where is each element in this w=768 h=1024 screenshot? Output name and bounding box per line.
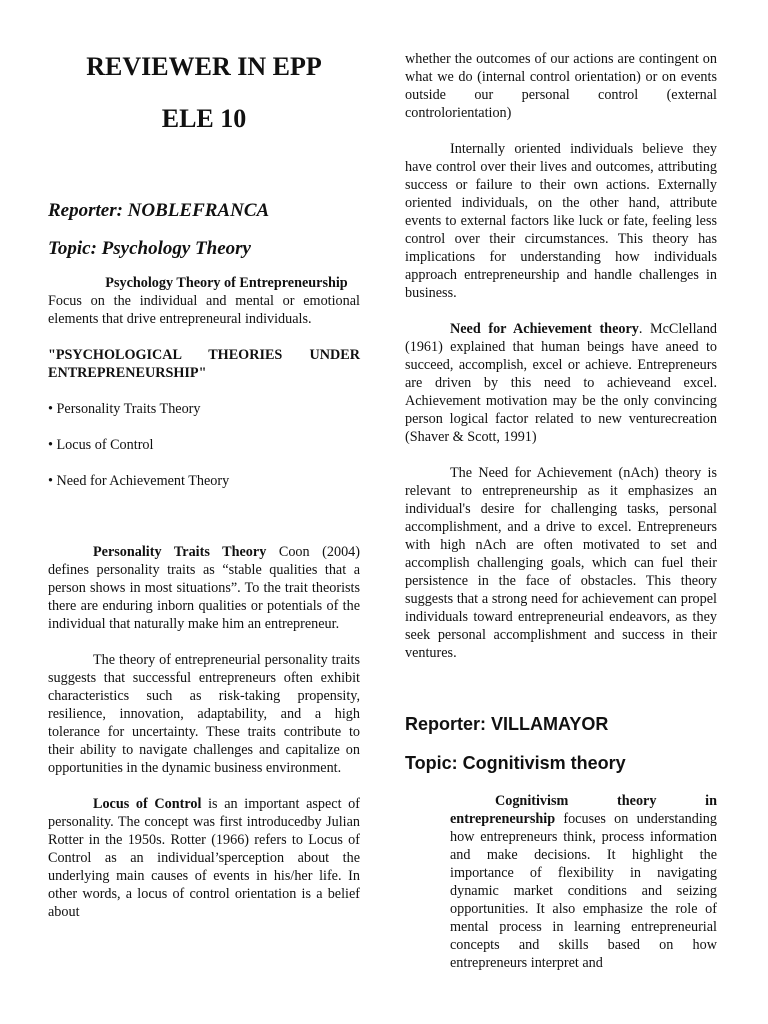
paragraph-locus-of-control: Locus of Control is an important aspect of personality. The concept was first introducedby Julian Rotter in the 1950s. Rotter (1966) refers to Locus of Control as an individual’sperception about the underlying main causes of events in his/her life. In other words, a locus of control orientation is a belief about: [48, 796, 360, 920]
topic-psychology: Topic: Psychology Theory: [48, 238, 251, 259]
paragraph-need-for-achievement: Need for Achievement theory. McClelland (1961) explained that human beings have aneed to succeed, accomplish, excel or achieve. Entrepreneurs are driven by this need to achieveand excel. Achievement motivation may be the only convincing person logical factor related to new venturecreation (Shaver & Scott, 1991): [405, 321, 718, 445]
left-column: [48, 50, 360, 921]
paragraph-locus-continued: whether the outcomes of our actions are contingent on what we do (internal control orientation) or on events outside our personal control (external controlorientation): [405, 51, 717, 121]
paragraph-internal-external: Internally oriented individuals believe they have control over their lives and outcomes, attributing success or failure to their own actions. Externally oriented individuals, on the other hand, attribute events to external factors like luck or fate, feeling less control over their circumstances. This theory has implications for understanding how individuals approach entrepreneurship and handle challenges in business.: [405, 141, 717, 301]
paragraph-nach: The Need for Achievement (nAch) theory is relevant to entrepreneurship as it emphasizes an individual's desire for challenging tasks, personal accomplishment, and a drive to excel. Entrepreneurs with high nAch are often motivated to set and accomplish challenging goals, which can fuel their persistence in the face of obstacles. This theory suggests that a strong need for achievement can propel individuals toward entrepreneurial endeavors, as they seek personal accomplishment and success in their ventures.: [405, 465, 717, 661]
section-heading: "PSYCHOLOGICAL THEORIES UNDER ENTREPRENEURSHIP": [48, 347, 360, 381]
reporter-villamayor: Reporter: VILLAMAYOR: [405, 714, 609, 734]
right-column: [405, 50, 717, 972]
bullet-locus-of-control: • Locus of Control: [48, 437, 154, 453]
paragraph-personality-traits: Personality Traits Theory Coon (2004) defines personality traits as “stable qualities that a person shows in most situations”. To the trait theorists there are enduring inborn qualities or potentials of the individual that naturally make him an entrepreneur.: [48, 544, 360, 632]
intro-text: Focus on the individual and mental or emotional elements that drive entrepreneural individuals.: [48, 293, 360, 327]
intro-heading: Psychology Theory of Entrepreneurship: [105, 275, 348, 291]
course-code: ELE 10: [161, 104, 247, 133]
topic-cognitivism: Topic: Cognitivism theory: [405, 753, 626, 773]
cognitivism-block: [450, 792, 717, 972]
bullet-need-for-achievement: • Need for Achievement Theory: [48, 473, 230, 489]
reporter-noblefranca: Reporter: NOBLEFRANCA: [48, 200, 270, 221]
document-title: REVIEWER IN EPP: [86, 52, 322, 81]
paragraph-cognitivism: Cognitivism theory in entrepreneurship focuses on understanding how entrepreneurs think, process information and make decisions. It highlight the importance of flexibility in navigating dynamic market conditions and seizing opportunities. It also emphasize the role of mental process in learning entrepreneurial concepts and skills based on how entrepreneurs interpret and: [450, 793, 717, 971]
paragraph-trait-theory: The theory of entrepreneurial personality traits suggests that successful entrepreneurs often exhibit characteristics such as risk-taking propensity, resilience, innovation, adaptability, and a high tolerance for uncertainty. These traits contribute to their ability to navigate challenges and capitalize on opportunities in the dynamic business environment.: [48, 652, 360, 776]
bullet-personality-traits: • Personality Traits Theory: [48, 401, 201, 417]
